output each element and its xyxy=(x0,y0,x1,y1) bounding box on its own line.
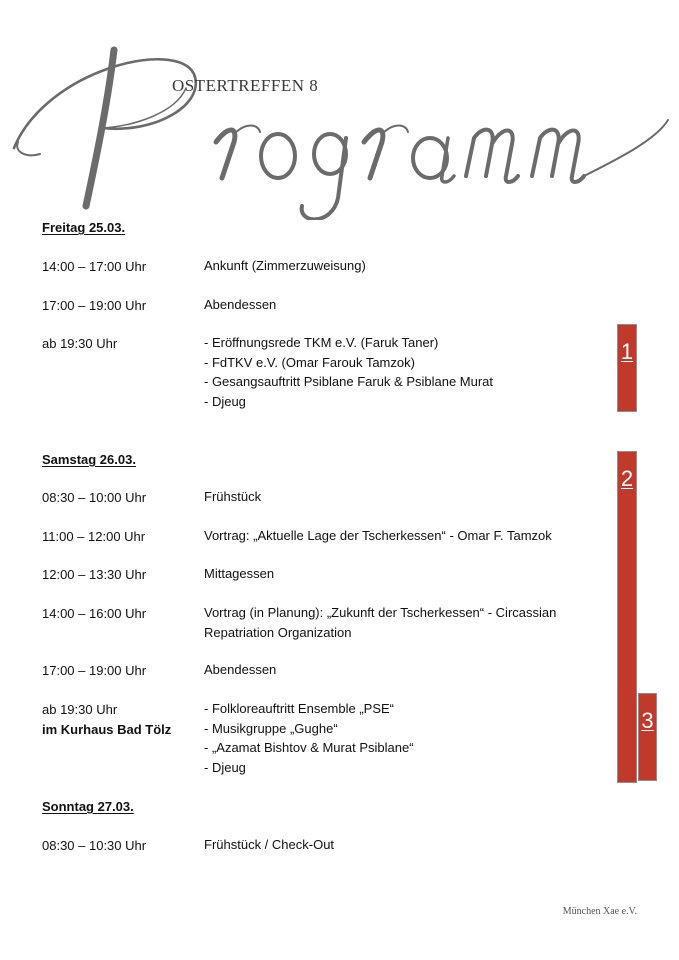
entry-line: - Djeug xyxy=(204,759,246,775)
entry-line: - Djeug xyxy=(204,393,246,409)
entry-line: Repatriation Organization xyxy=(204,624,352,640)
entry-description xyxy=(204,526,552,546)
day-heading-saturday: Samstag 26.03. xyxy=(42,452,136,467)
entry-line: - Musikgruppe „Gughe“ xyxy=(204,720,338,736)
entry-time: 12:00 – 13:30 Uhr xyxy=(42,567,147,582)
day-heading-friday: Freitag 25.03. xyxy=(42,220,126,235)
marker-label: 1 xyxy=(620,339,634,364)
entry-line: Abendessen xyxy=(204,662,277,677)
entry-line: - FdTKV e.V. (Omar Farouk Tamzok) xyxy=(204,354,415,370)
entry-description xyxy=(204,603,556,642)
entry-time: ab 19:30 Uhr xyxy=(42,336,118,351)
entry-time: 08:30 – 10:30 Uhr xyxy=(42,838,147,853)
entry-line: Frühstück xyxy=(204,489,262,504)
entry-line: Frühstück / Check-Out xyxy=(204,837,335,852)
section-marker-3 xyxy=(638,693,657,781)
entry-description xyxy=(204,660,276,680)
event-name: OSTERTREFFEN 8 xyxy=(172,76,319,95)
marker-label: 2 xyxy=(620,466,634,491)
entry-time: 14:00 – 16:00 Uhr xyxy=(42,606,147,621)
section-marker-2 xyxy=(617,451,637,783)
entry-time: ab 19:30 Uhr xyxy=(42,702,118,717)
entry-line: Vortrag: „Aktuelle Lage der Tscherkessen“ - Omar F. Tamzok xyxy=(204,528,552,543)
entry-venue: im Kurhaus Bad Tölz xyxy=(42,722,172,737)
entry-time: 14:00 – 17:00 Uhr xyxy=(42,259,147,274)
entry-time: 17:00 – 19:00 Uhr xyxy=(42,663,147,678)
entry-description xyxy=(204,333,493,411)
entry-line: - Folkloreauftritt Ensemble „PSE“ xyxy=(204,701,395,716)
entry-description xyxy=(204,487,261,507)
entry-time: 11:00 – 12:00 Uhr xyxy=(42,529,146,544)
entry-line: Ankunft (Zimmerzuweisung) xyxy=(204,258,366,273)
entry-description xyxy=(204,295,276,315)
entry-line: Mittagessen xyxy=(204,566,275,581)
entry-line: Vortrag (in Planung): „Zukunft der Tscherkessen“ - Circassian xyxy=(204,605,557,620)
entry-description xyxy=(204,835,334,855)
entry-description xyxy=(204,256,366,276)
marker-label: 3 xyxy=(641,708,654,733)
day-heading-sunday: Sonntag 27.03. xyxy=(42,799,134,814)
entry-line: - Eröffnungsrede TKM e.V. (Faruk Taner) xyxy=(204,335,439,350)
section-marker-1 xyxy=(617,324,637,412)
entry-time: 17:00 – 19:00 Uhr xyxy=(42,298,147,313)
entry-line: - Gesangsauftritt Psiblane Faruk & Psiblane Murat xyxy=(204,374,494,389)
entry-line: Abendessen xyxy=(204,297,277,312)
footer-organization: München Xae e.V. xyxy=(562,906,637,917)
entry-description xyxy=(204,564,274,584)
entry-line: - „Azamat Bishtov & Murat Psiblane“ xyxy=(204,740,414,755)
entry-time: 08:30 – 10:00 Uhr xyxy=(42,490,147,505)
script-title-logo xyxy=(6,30,676,220)
entry-description xyxy=(204,699,414,777)
